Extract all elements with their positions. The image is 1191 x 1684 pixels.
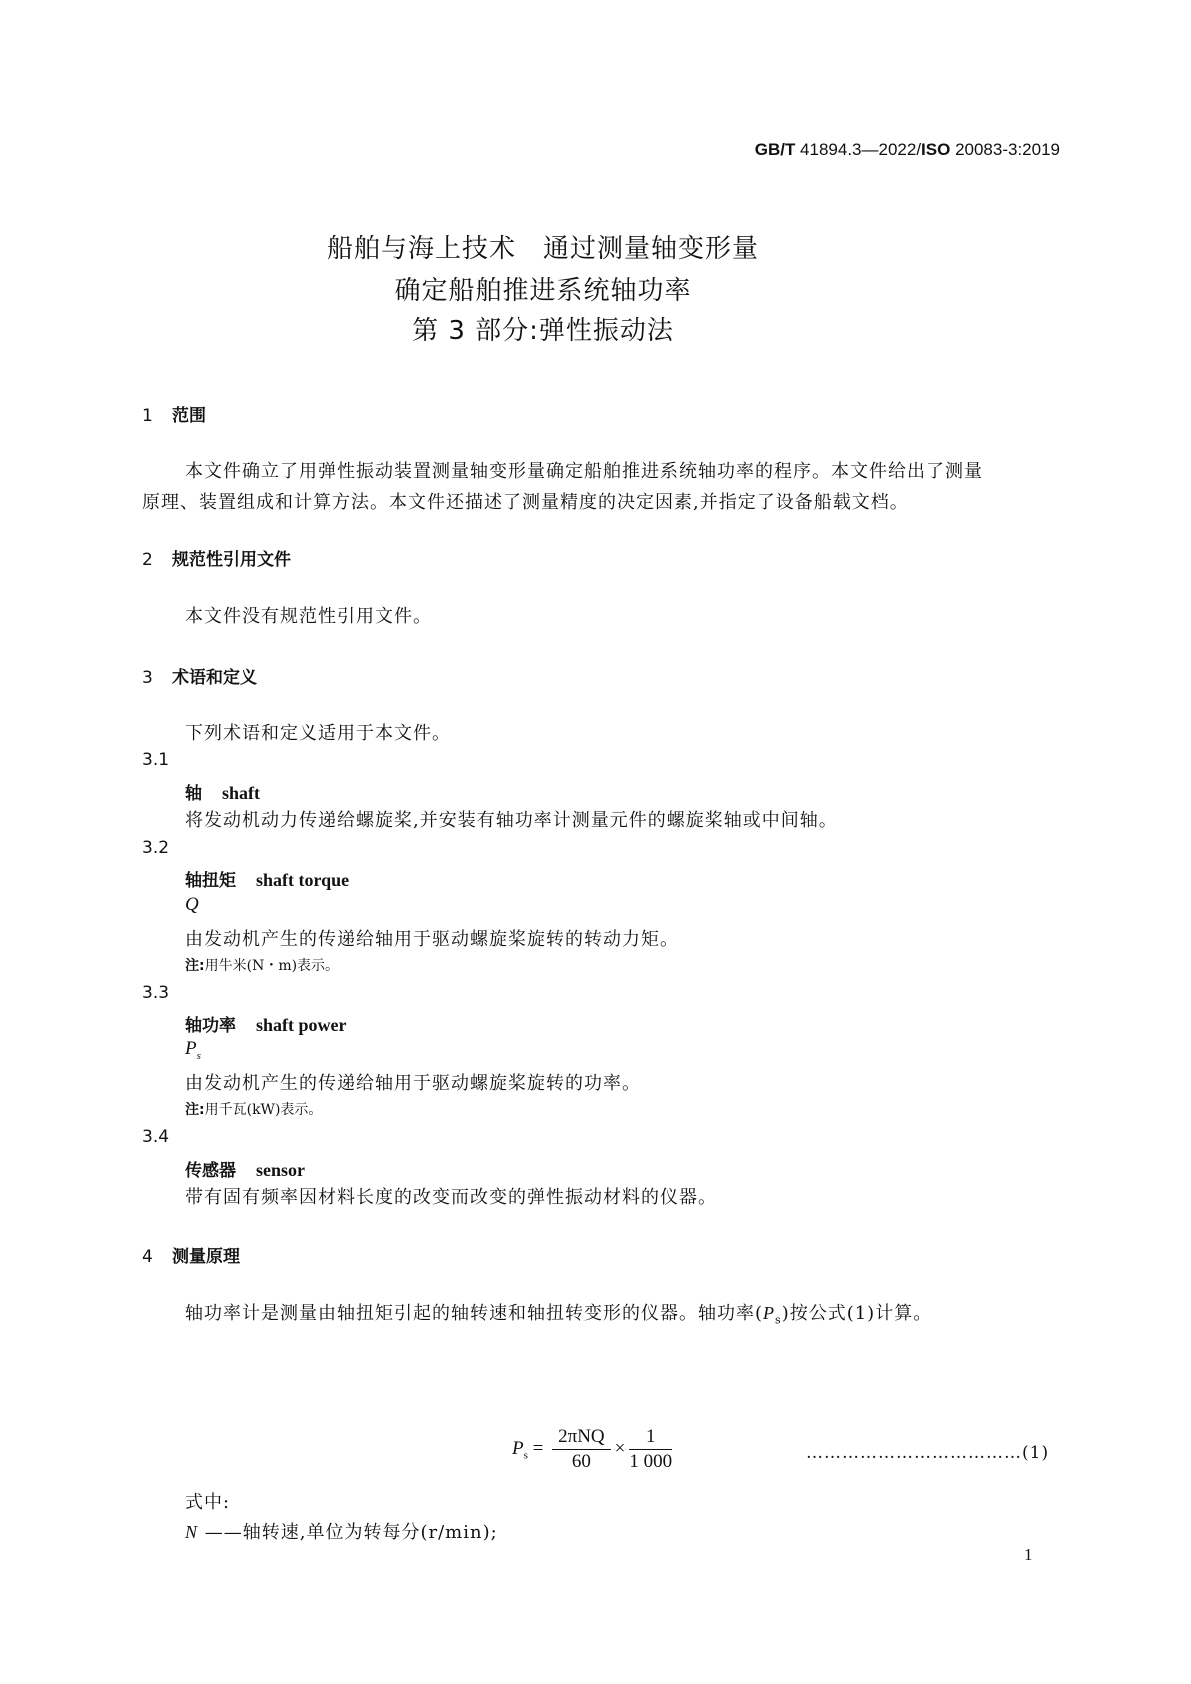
term-3-4-number: 3.4 xyxy=(142,1127,170,1147)
term-3-2-symbol: Q xyxy=(185,894,199,915)
section-1-heading xyxy=(142,401,206,426)
section-number: 3 xyxy=(142,668,153,688)
note-label: 注: xyxy=(185,1102,205,1118)
variable-description: ——轴转速,单位为转每分(r/min); xyxy=(204,1522,498,1543)
numerator: 1 xyxy=(629,1425,672,1450)
term-3-3-note xyxy=(185,1099,322,1119)
std-iso-number: 20083-3:2019 xyxy=(950,140,1060,159)
section-4-para xyxy=(185,1299,932,1327)
note-text: 用牛米(N・m)表示。 xyxy=(204,958,340,974)
section-3-intro: 下列术语和定义适用于本文件。 xyxy=(185,723,451,744)
formula-lhs: P xyxy=(512,1437,524,1459)
formula-equals: = xyxy=(527,1437,549,1459)
fraction-1 xyxy=(552,1425,611,1474)
section-number: 1 xyxy=(142,406,153,426)
note-text: 用千瓦(kW)表示。 xyxy=(204,1102,323,1118)
term-3-3-name xyxy=(185,1011,347,1036)
section-title: 术语和定义 xyxy=(172,668,257,688)
symbol-main: P xyxy=(185,1038,197,1059)
title-line-3: 第 3 部分:弹性振动法 xyxy=(412,316,674,346)
section-2-heading xyxy=(142,545,291,570)
section-title: 规范性引用文件 xyxy=(172,550,291,570)
section-1-para-line-2: 原理、装置组成和计算方法。本文件还描述了测量精度的决定因素,并指定了设备船载文档。 xyxy=(142,492,909,513)
page-number: 1 xyxy=(1024,1545,1033,1564)
term-3-3-number: 3.3 xyxy=(142,983,170,1003)
std-prefix: GB/T xyxy=(754,140,796,159)
term-3-2-note xyxy=(185,955,339,975)
denominator: 60 xyxy=(571,1451,591,1472)
para-text: 轴功率计是测量由轴扭矩引起的轴转速和轴扭转变形的仪器。轴功率( xyxy=(185,1303,764,1324)
term-3-4-name xyxy=(185,1156,305,1181)
term-3-3-definition: 由发动机产生的传递给轴用于驱动螺旋桨旋转的功率。 xyxy=(185,1073,641,1094)
numerator: 2πNQ xyxy=(552,1425,611,1450)
fraction-2 xyxy=(629,1425,672,1474)
para-text: )按公式(1)计算。 xyxy=(781,1303,933,1324)
standard-code xyxy=(755,140,1060,160)
term-3-2-number: 3.2 xyxy=(142,838,170,858)
note-label: 注: xyxy=(185,958,205,974)
section-title: 范围 xyxy=(172,406,206,426)
section-number: 4 xyxy=(142,1247,153,1267)
term-3-2-definition: 由发动机产生的传递给轴用于驱动螺旋桨旋转的转动力矩。 xyxy=(185,929,679,950)
section-1-para-line-1: 本文件确立了用弹性振动装置测量轴变形量确定船舶推进系统轴功率的程序。本文件给出了测量 xyxy=(185,461,983,482)
std-number: 41894.3—2022/ xyxy=(795,140,922,159)
term-3-1-name xyxy=(185,779,260,804)
term-3-1-number: 3.1 xyxy=(142,750,170,770)
term-3-4-definition: 带有固有频率因材料长度的改变而改变的弹性振动材料的仪器。 xyxy=(185,1187,717,1208)
term-3-1-definition: 将发动机动力传递给螺旋桨,并安装有轴功率计测量元件的螺旋桨轴或中间轴。 xyxy=(185,810,838,831)
term-en: sensor xyxy=(256,1160,305,1180)
variable-n-definition xyxy=(185,1518,498,1544)
term-zh: 传感器 xyxy=(185,1161,236,1181)
denominator: 1 000 xyxy=(629,1451,673,1472)
equation-number: ………………………………(1) xyxy=(806,1443,1050,1463)
term-zh: 轴功率 xyxy=(185,1016,236,1036)
formula-1 xyxy=(512,1425,676,1474)
section-number: 2 xyxy=(142,550,153,570)
section-2-para: 本文件没有规范性引用文件。 xyxy=(185,606,432,627)
term-zh: 轴 xyxy=(185,784,202,804)
term-zh: 轴扭矩 xyxy=(185,871,236,891)
variable-symbol: N xyxy=(185,1522,199,1542)
symbol-main: P xyxy=(763,1303,776,1323)
section-4-heading xyxy=(142,1242,240,1267)
term-3-3-symbol xyxy=(185,1038,201,1062)
symbol-subscript: s xyxy=(775,1313,782,1327)
formula-times: × xyxy=(614,1437,626,1459)
title-line-2: 确定船舶推进系统轴功率 xyxy=(394,276,692,306)
formula-lhs-subscript: s xyxy=(523,1449,528,1462)
symbol-subscript: s xyxy=(196,1049,201,1062)
where-label: 式中: xyxy=(185,1492,231,1513)
term-en: shaft torque xyxy=(256,870,350,890)
std-iso: ISO xyxy=(921,140,951,159)
title-line-1: 船舶与海上技术 通过测量轴变形量 xyxy=(326,234,759,264)
term-en: shaft xyxy=(222,783,261,803)
section-3-heading xyxy=(142,663,257,688)
section-title: 测量原理 xyxy=(172,1247,240,1267)
term-3-2-name xyxy=(185,866,349,891)
term-en: shaft power xyxy=(256,1015,347,1035)
